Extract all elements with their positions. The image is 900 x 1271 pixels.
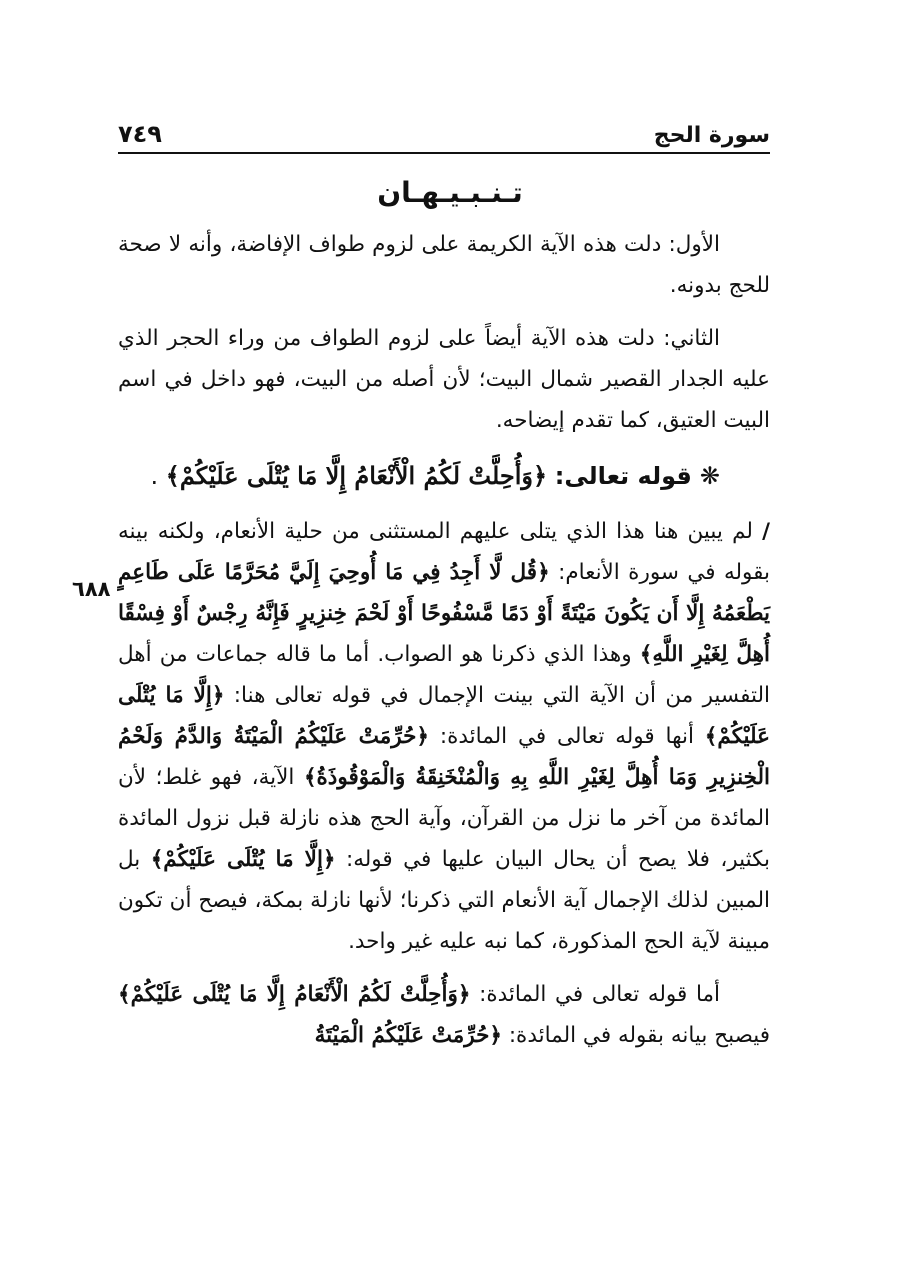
final-text-2: فيصبح بيانه بقوله في المائدة: (501, 1023, 770, 1048)
second-note-lead: الثاني: (663, 326, 720, 351)
page-header (118, 112, 770, 154)
page-number: ٧٤٩ (118, 120, 162, 148)
quran-quote-2: ﴿إِلَّا مَا يُتْلَى عَلَيْكُمْ﴾ (150, 847, 336, 872)
final-quran-quote-1: ﴿وَأُحِلَّتْ لَكُمُ الْأَنْعَامُ إِلَّا مَا يُتْلَى عَلَيْكُمْ﴾ (118, 982, 471, 1007)
verse-heading (118, 453, 770, 499)
main-text-1: لم يبين هنا هذا الذي يتلى عليهم المستثنى من حلية الأنعام، ولكنه بينه بقوله في سورة الأنعام: (118, 519, 770, 585)
first-note-text: دلت هذه الآية الكريمة على لزوم طواف الإفاضة، وأنه لا صحة للحج بدونه. (118, 232, 770, 298)
main-text-3: أنها قوله تعالى في المائدة: (429, 724, 705, 749)
verse-open-bracket: ﴿ (533, 462, 548, 490)
first-note-lead: الأول: (668, 232, 720, 257)
first-note-paragraph (118, 224, 770, 306)
second-note-text: دلت هذه الآية أيضاً على لزوم الطواف من وراء الحجر الذي عليه الجدار القصير شمال البيت؛ لأن أصله من البيت، فهو داخل في اسم البيت العتيق، كما تقدم إيضاحه. (118, 326, 770, 433)
page-break-marker: / (762, 519, 770, 544)
final-paragraph (118, 974, 770, 1056)
quran-quote-anam: ﴿قُل لَّا أَجِدُ فِي مَا أُوحِيَ إِلَيَّ مُحَرَّمًا عَلَى طَاعِمٍ يَطْعَمُهُ إِلَّا أَن يَكُونَ مَيْتَةً أَوْ دَمًا مَّسْفُوحًا أَوْ لَحْمَ خِنزِيرٍ فَإِنَّهُ رِجْسٌ أَوْ فِسْقًا أُهِلَّ لِغَيْرِ اللَّهِ﴾ (118, 560, 770, 667)
main-text-4: الآية، فهو غلط؛ لأن المائدة من آخر ما نزل من القرآن، وآية الحج هذه نازلة قبل نزول المائدة بكثير، فلا يصح أن يحال البيان عليها في قوله: (118, 765, 770, 872)
running-title: سورة الحج (653, 123, 770, 148)
verse-heading-label: قوله تعالى: (554, 462, 692, 490)
margin-reference-number: ٦٨٨ (72, 577, 111, 601)
verse-heading-end: . (150, 462, 159, 490)
quran-quote-maidah: ﴿حُرِّمَتْ عَلَيْكُمُ الْمَيْتَةُ وَالدَّمُ وَلَحْمُ الْخِنزِيرِ وَمَا أُهِلَّ لِغَيْرِ اللَّهِ بِهِ وَالْمُنْخَنِقَةُ وَالْمَوْقُوذَةُ﴾ (118, 724, 770, 790)
page-body (118, 224, 770, 1056)
main-text-2: وهذا الذي ذكرنا هو الصواب. أما ما قاله جماعات من أهل التفسير من أن الآية التي بينت الإجمال في قوله تعالى هنا: (118, 642, 770, 708)
final-quran-quote-2: ﴿حُرِّمَتْ عَلَيْكُمُ الْمَيْتَةُ (314, 1023, 502, 1048)
verse-close-bracket: ﴾ (165, 462, 180, 490)
section-heading: تـنـبـيـهـان (377, 176, 523, 209)
verse-heading-text: وَأُحِلَّتْ لَكُمُ الْأَنْعَامُ إِلَّا مَا يُتْلَى عَلَيْكُمْ (179, 461, 534, 490)
quran-quote-1: ﴿إِلَّا مَا يُتْلَى عَلَيْكُمْ﴾ (118, 683, 770, 749)
main-text-5: بل المبين لذلك الإجمال آية الأنعام التي ذكرنا؛ لأنها نازلة بمكة، فيصح أن تكون مبينة لآية الحج المذكورة، كما نبه عليه غير واحد. (118, 847, 770, 954)
main-paragraph (118, 511, 770, 962)
final-text-1: أما قوله تعالى في المائدة: (470, 982, 720, 1007)
star-icon: ❋ (699, 462, 720, 490)
second-note-paragraph (118, 318, 770, 441)
